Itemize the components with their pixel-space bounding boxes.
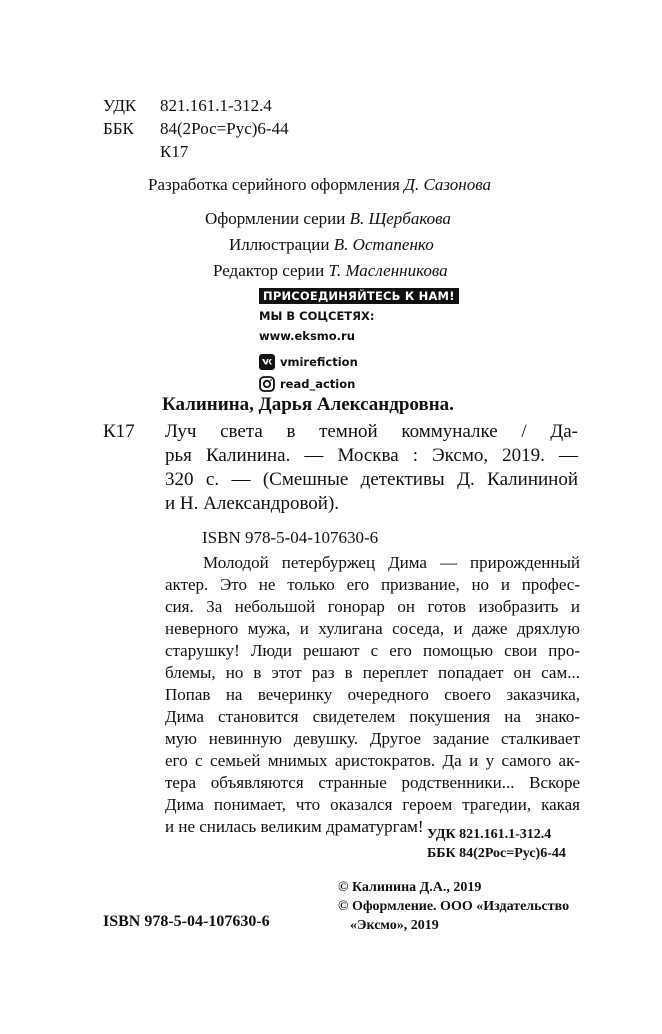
credit-series-design (148, 174, 491, 196)
join-us-banner: ПРИСОЕДИНЯЙТЕСЬ К НАМ! (259, 288, 459, 304)
footer-isbn: ISBN 978-5-04-107630-6 (103, 913, 270, 930)
bbk-value: 84(2Рос=Рус)6-44 (160, 119, 289, 138)
annotation-line: сия. За небольшой гонорар он готов изобразить и (165, 597, 580, 616)
annotation-line: неверного мужа, и хулигана соседа, и даже дряхлую (165, 619, 580, 638)
biblio-line: и Н. Александровой). (165, 493, 340, 514)
credit-series-editor (213, 260, 448, 282)
annotation-line: тера объявляются странные родственники... Вскоре (165, 773, 580, 792)
credit-label: Редактор серии (213, 261, 325, 280)
credit-label: Оформлении серии (205, 209, 346, 228)
footer-bbk: ББК 84(2Рос=Рус)6-44 (427, 846, 566, 861)
vk-link[interactable] (259, 351, 459, 373)
annotation-line: Дима понимает, что оказался героем трагедии, какая (165, 795, 580, 814)
author-heading: Калинина, Дарья Александровна. (162, 394, 454, 415)
bbk-label: ББК (103, 119, 134, 138)
footer-udk: УДК 821.161.1-312.4 (427, 827, 552, 842)
credit-label: Иллюстрации (229, 235, 330, 254)
annotation-line: Дима становится свидетелем покушения на знако- (165, 707, 580, 726)
vk-handle: vmirefiction (280, 355, 358, 369)
udk-label: УДК (103, 96, 137, 115)
annotation-line: и не снилась великим драматургам! (165, 817, 424, 836)
annotation-line: Молодой петербуржец Дима — прирожденный (203, 553, 580, 572)
credit-name: Д. Сазонова (404, 175, 492, 194)
copyright-block (338, 878, 569, 935)
social-block (259, 289, 459, 395)
social-heading: МЫ В СОЦСЕТЯХ: (259, 309, 375, 323)
biblio-line: рья Калинина. — Москва : Эксмо, 2019. — (165, 445, 578, 466)
copyright-line: © Оформление. ООО «Издательство (338, 899, 570, 914)
credit-series-layout (205, 208, 451, 230)
copyright-line: «Эксмо», 2019 (350, 918, 439, 933)
instagram-link[interactable] (259, 373, 459, 395)
annotation-line: актер. Это не только его призвание, но и профес- (165, 575, 580, 594)
annotation-line: старушку! Люди решают с его помощью свои про- (165, 641, 580, 660)
annotation-line: мую невинную девушку. Другое задание сталкивает (165, 729, 580, 748)
website-link[interactable]: www.eksmo.ru (259, 329, 355, 343)
annotation-line: Попав на вечеринку очередного своего заказчика, (165, 685, 580, 704)
author-code: К17 (160, 142, 189, 161)
biblio-line: 320 с. — (Смешные детективы Д. Калининой (165, 469, 578, 490)
copyright-line: © Калинина Д.А., 2019 (338, 880, 482, 895)
credit-name: В. Щербакова (349, 209, 451, 228)
biblio-line: Луч света в темной коммуналке / Да- (165, 421, 578, 442)
biblio-code: К17 (103, 421, 135, 442)
instagram-icon (259, 376, 275, 392)
annotation-line: блемы, но в этот раз в переплет попадает он сам... (165, 663, 580, 682)
vk-icon (259, 354, 275, 370)
credit-name: Т. Масленникова (328, 261, 448, 280)
udk-value: 821.161.1-312.4 (160, 96, 272, 115)
biblio-isbn: ISBN 978-5-04-107630-6 (202, 528, 379, 547)
credit-label: Разработка серийного оформления (148, 175, 400, 194)
credit-illustrations (229, 234, 434, 256)
credit-name: В. Остапенко (333, 235, 434, 254)
annotation-line: его с семьей мнимых аристократов. Да и у самого ак- (165, 751, 580, 770)
instagram-handle: read_action (280, 377, 356, 391)
